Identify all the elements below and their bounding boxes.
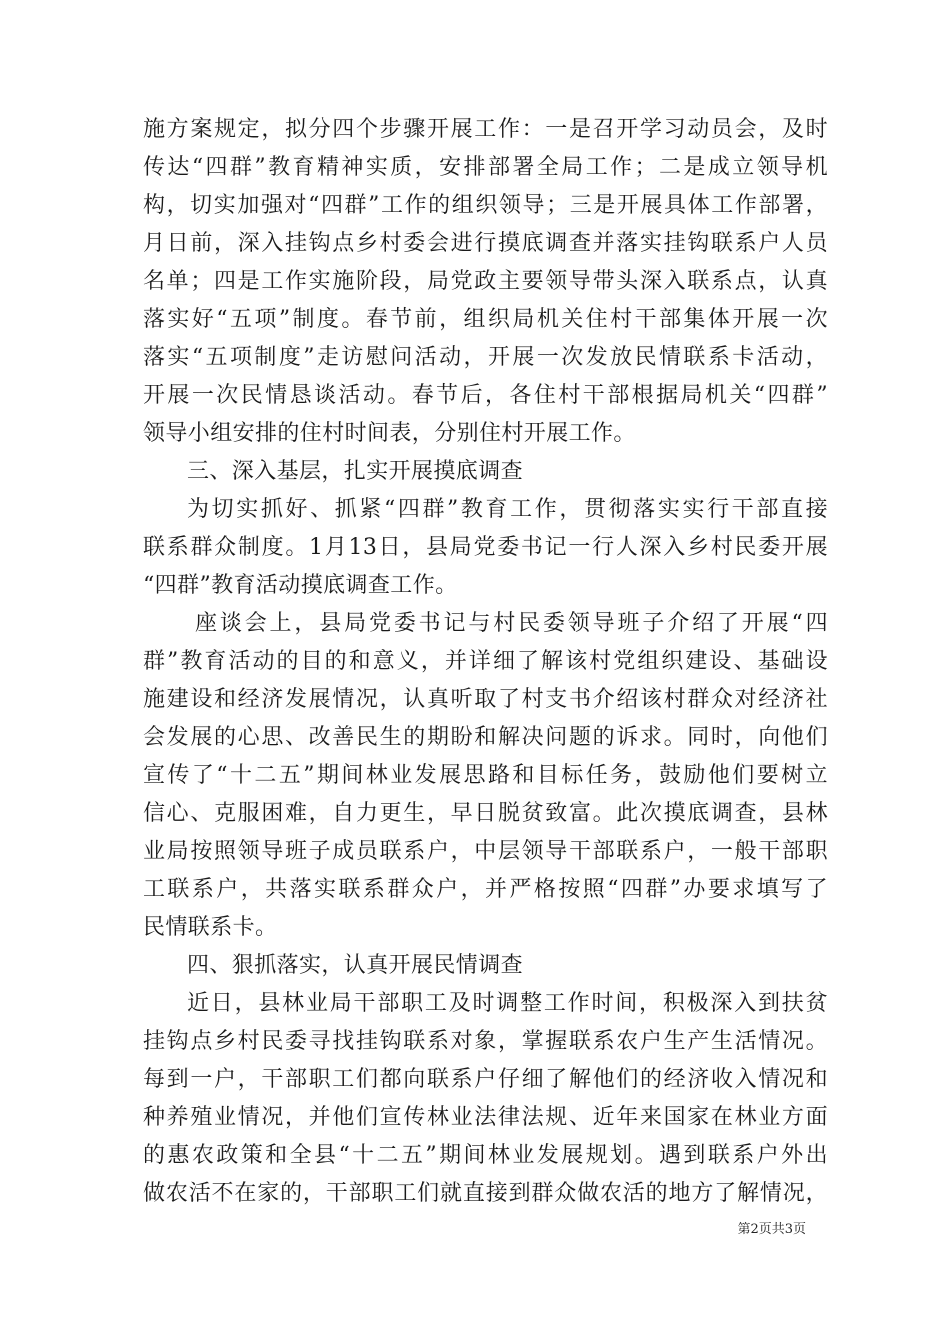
- document-body: [143, 111, 828, 1213]
- paragraph-line: 业局按照领导班子成员联系户，中层领导干部联系户，一般干部职: [143, 839, 828, 864]
- paragraph-line: 落实好“五项”制度。春节前，组织局机关住村干部集体开展一次: [143, 307, 828, 332]
- paragraph-line: 的惠农政策和全县“十二五”期间林业发展规划。遇到联系户外出: [143, 1143, 828, 1168]
- paragraph-line: 名单；四是工作实施阶段，局党政主要领导带头深入联系点，认真: [143, 269, 828, 294]
- paragraph-line: 座谈会上，县局党委书记与村民委领导班子介绍了开展“四: [195, 611, 828, 636]
- paragraph-line: 开展一次民情恳谈活动。春节后，各住村干部根据局机关“四群”: [143, 383, 828, 408]
- paragraph-line: 传达“四群”教育精神实质，安排部署全局工作；二是成立领导机: [143, 155, 828, 180]
- paragraph-line: 近日，县林业局干部职工及时调整工作时间，积极深入到扶贫: [187, 991, 828, 1016]
- page-number-footer: 第2页共3页: [737, 1222, 806, 1237]
- paragraph-line: 信心、克服困难，自力更生，早日脱贫致富。此次摸底调查，县林: [143, 801, 828, 826]
- section-heading: 三、深入基层，扎实开展摸底调查: [187, 459, 524, 484]
- paragraph-line: 民情联系卡。: [143, 915, 278, 940]
- paragraph-line: “四群”教育活动摸底调查工作。: [143, 573, 458, 598]
- paragraph-line: 构，切实加强对“四群”工作的组织领导；三是开展具体工作部署，: [143, 193, 828, 218]
- paragraph-line: 宣传了“十二五”期间林业发展思路和目标任务，鼓励他们要树立: [143, 763, 828, 788]
- paragraph-line: 联系群众制度。1月13日，县局党委书记一行人深入乡村民委开展: [143, 535, 828, 560]
- section-heading: 四、狠抓落实，认真开展民情调查: [187, 953, 524, 978]
- paragraph-line: 会发展的心思、改善民生的期盼和解决问题的诉求。同时，向他们: [143, 725, 828, 750]
- paragraph-line: 施建设和经济发展情况，认真听取了村支书介绍该村群众对经济社: [143, 687, 828, 712]
- paragraph-line: 工联系户，共落实联系群众户，并严格按照“四群”办要求填写了: [143, 877, 828, 902]
- paragraph-line: 领导小组安排的住村时间表，分别住村开展工作。: [143, 421, 636, 446]
- paragraph-line: 每到一户，干部职工们都向联系户仔细了解他们的经济收入情况和: [143, 1067, 828, 1092]
- paragraph-line: 落实“五项制度”走访慰问活动，开展一次发放民情联系卡活动，: [143, 345, 828, 370]
- paragraph-line: 做农活不在家的，干部职工们就直接到群众做农活的地方了解情况，: [143, 1181, 828, 1206]
- paragraph-line: 挂钩点乡村民委寻找挂钩联系对象，掌握联系农户生产生活情况。: [143, 1029, 828, 1054]
- paragraph-line: 月日前，深入挂钩点乡村委会进行摸底调查并落实挂钩联系户人员: [143, 231, 828, 256]
- paragraph-line: 施方案规定，拟分四个步骤开展工作：一是召开学习动员会，及时: [143, 117, 828, 142]
- paragraph-line: 群”教育活动的目的和意义，并详细了解该村党组织建设、基础设: [143, 649, 828, 674]
- paragraph-line: 种养殖业情况，并他们宣传林业法律法规、近年来国家在林业方面: [143, 1105, 828, 1130]
- paragraph-line: 为切实抓好、抓紧“四群”教育工作，贯彻落实实行干部直接: [187, 497, 828, 522]
